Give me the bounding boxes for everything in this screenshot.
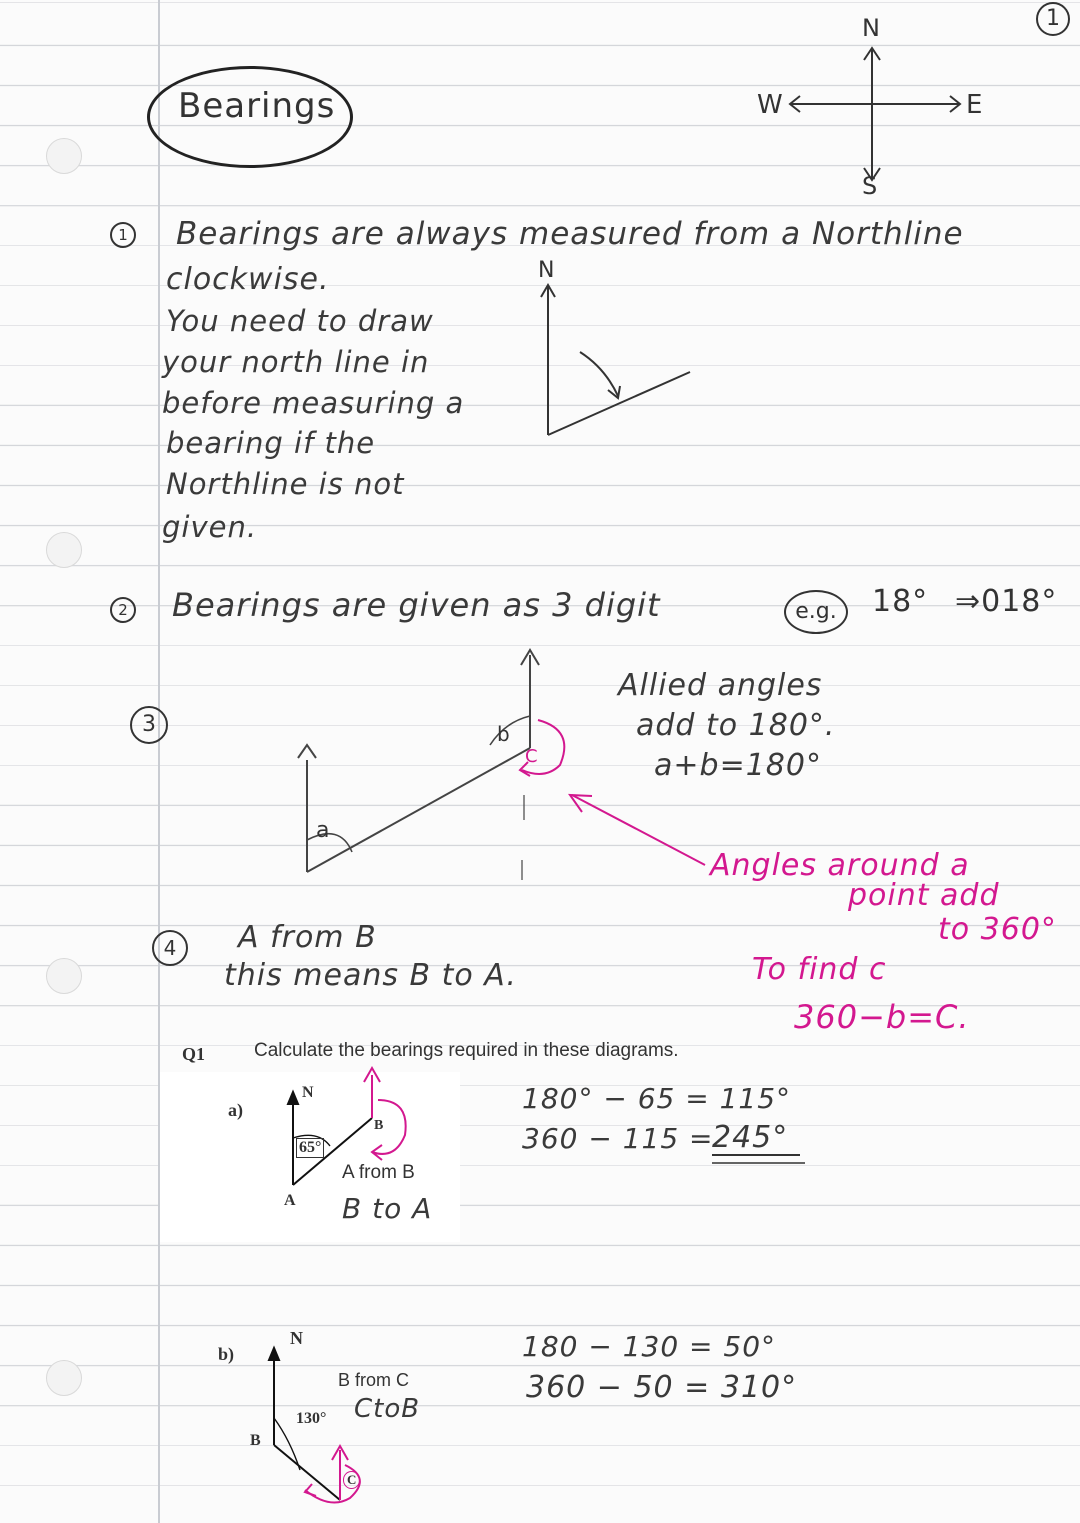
part-a-angle: 65°: [296, 1138, 324, 1158]
angles-point-line-3: to 360°: [938, 912, 1057, 947]
point-4-marker: 4: [152, 930, 188, 966]
page-title: Bearings: [178, 86, 336, 126]
compass-south-label: S: [862, 172, 879, 200]
bearing-example-diagram: [541, 285, 690, 435]
compass-north-label: N: [862, 14, 881, 42]
point-1-line-2: clockwise.: [166, 262, 330, 297]
point-2-text: Bearings are given as 3 digit: [172, 586, 661, 624]
allied-angles-diagram: [298, 650, 539, 880]
point-1-note-2: your north line in: [162, 345, 430, 379]
eg-circle: e.g.: [784, 590, 848, 634]
angles-point-line-1: Angles around a: [710, 848, 970, 883]
part-b-north: N: [290, 1328, 303, 1348]
angles-point-line-2: point add: [848, 878, 1000, 913]
allied-angles-line-2: add to 180°.: [636, 708, 836, 743]
allied-angles-line-1: Allied angles: [618, 668, 823, 703]
point-4-line-1: A from B: [238, 920, 377, 955]
part-b-label: b): [218, 1344, 235, 1364]
find-c-line-1: To find c: [752, 952, 887, 987]
part-a-north: N: [302, 1084, 314, 1101]
point-1-note-5: Northline is not: [166, 467, 405, 501]
point-1-line-1: Bearings are always measured from a Northline: [176, 216, 964, 252]
part-a-point-a: A: [284, 1192, 296, 1209]
part-a-working-1: 180° − 65 = 115°: [522, 1082, 792, 1115]
point-2-marker: 2: [110, 597, 136, 623]
part-a-answer: 245°: [712, 1120, 789, 1155]
part-a-caption: A from B: [342, 1162, 415, 1183]
point-1-note-1: You need to draw: [166, 304, 434, 338]
question-instruction: Calculate the bearings required in these diagrams.: [254, 1040, 679, 1061]
part-b-caption: B from C: [338, 1370, 410, 1390]
angle-b-label: b: [497, 722, 511, 746]
angle-c-label: C: [525, 746, 539, 767]
part-a-note: B to A: [342, 1192, 433, 1225]
part-b-point-c: C: [343, 1471, 360, 1489]
part-b-working-2: 360 − 50 = 310°: [526, 1370, 798, 1405]
part-a-working-2: 360 − 115 =: [522, 1122, 714, 1155]
find-c-line-2: 360−b=C.: [794, 998, 970, 1036]
diagram-north-label: N: [538, 258, 556, 283]
point-4-line-2: this means B to A.: [224, 958, 517, 993]
angle-a-label: a: [316, 818, 331, 843]
point-3-marker: 3: [130, 706, 168, 744]
part-b-point-b: B: [250, 1432, 261, 1449]
point-2-result: ⇒018°: [955, 584, 1058, 619]
part-a-point-b: B: [374, 1118, 384, 1133]
part-b-note: CtoB: [354, 1394, 421, 1424]
question-number: Q1: [182, 1044, 206, 1064]
part-b-angle: 130°: [296, 1410, 327, 1427]
point-1-note-3: before measuring a: [162, 386, 465, 420]
compass-east-label: E: [966, 90, 984, 120]
point-2-example: 18°: [872, 584, 929, 619]
allied-angles-line-3: a+b=180°: [654, 748, 822, 783]
point-1-marker: 1: [110, 222, 136, 248]
page-number: 1: [1046, 6, 1061, 31]
part-b-working-1: 180 − 130 = 50°: [522, 1330, 777, 1363]
part-a-label: a): [228, 1100, 243, 1120]
compass-west-label: W: [757, 90, 784, 120]
point-1-note-4: bearing if the: [166, 426, 376, 460]
compass-rose: [790, 48, 960, 180]
point-1-note-6: given.: [162, 510, 258, 544]
